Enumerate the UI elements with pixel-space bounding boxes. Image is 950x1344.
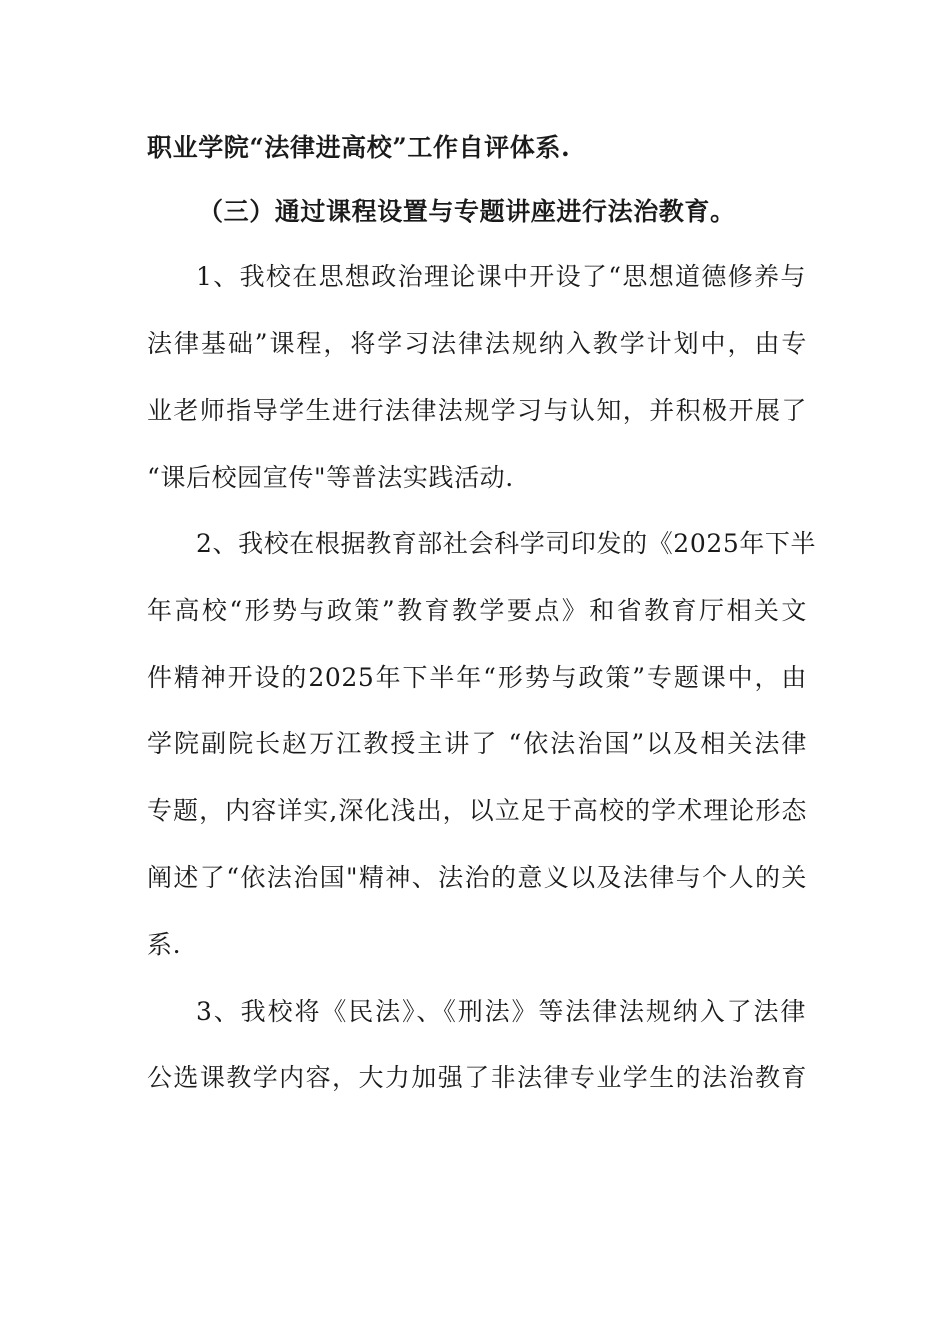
paragraph-line: 职业学院“法律进高校”工作自评体系. bbox=[147, 133, 571, 162]
paragraph-line: “课后校园宣传"等普法实践活动. bbox=[147, 463, 514, 492]
paragraph-line: 2、我校在根据教育部社会科学司印发的《2025年下半 bbox=[196, 529, 817, 558]
section-heading: （三）通过课程设置与专题讲座进行法治教育。 bbox=[198, 197, 736, 226]
paragraph-line: 系. bbox=[147, 930, 182, 959]
paragraph-line: 专题，内容详实,深化浅出，以立足于高校的学术理论形态 bbox=[147, 796, 807, 825]
paragraph-line: 3、我校将《民法》、《刑法》等法律法规纳入了法律 bbox=[196, 997, 806, 1026]
paragraph-line: 件精神开设的2025年下半年“形势与政策”专题课中，由 bbox=[147, 663, 807, 692]
paragraph-line: 业老师指导学生进行法律法规学习与认知，并积极开展了 bbox=[147, 396, 807, 425]
paragraph-line: 年高校“形势与政策”教育教学要点》和省教育厅相关文 bbox=[147, 596, 807, 625]
paragraph-line: 阐述了“依法治国"精神、法治的意义以及法律与个人的关 bbox=[147, 863, 807, 892]
paragraph-line: 学院副院长赵万江教授主讲了 “依法治国”以及相关法律 bbox=[147, 729, 807, 758]
paragraph-line: 1、我校在思想政治理论课中开设了“思想道德修养与 bbox=[196, 262, 806, 291]
paragraph-line: 法律基础”课程，将学习法律法规纳入教学计划中，由专 bbox=[147, 329, 807, 358]
paragraph-line: 公选课教学内容，大力加强了非法律专业学生的法治教育 bbox=[147, 1063, 807, 1092]
